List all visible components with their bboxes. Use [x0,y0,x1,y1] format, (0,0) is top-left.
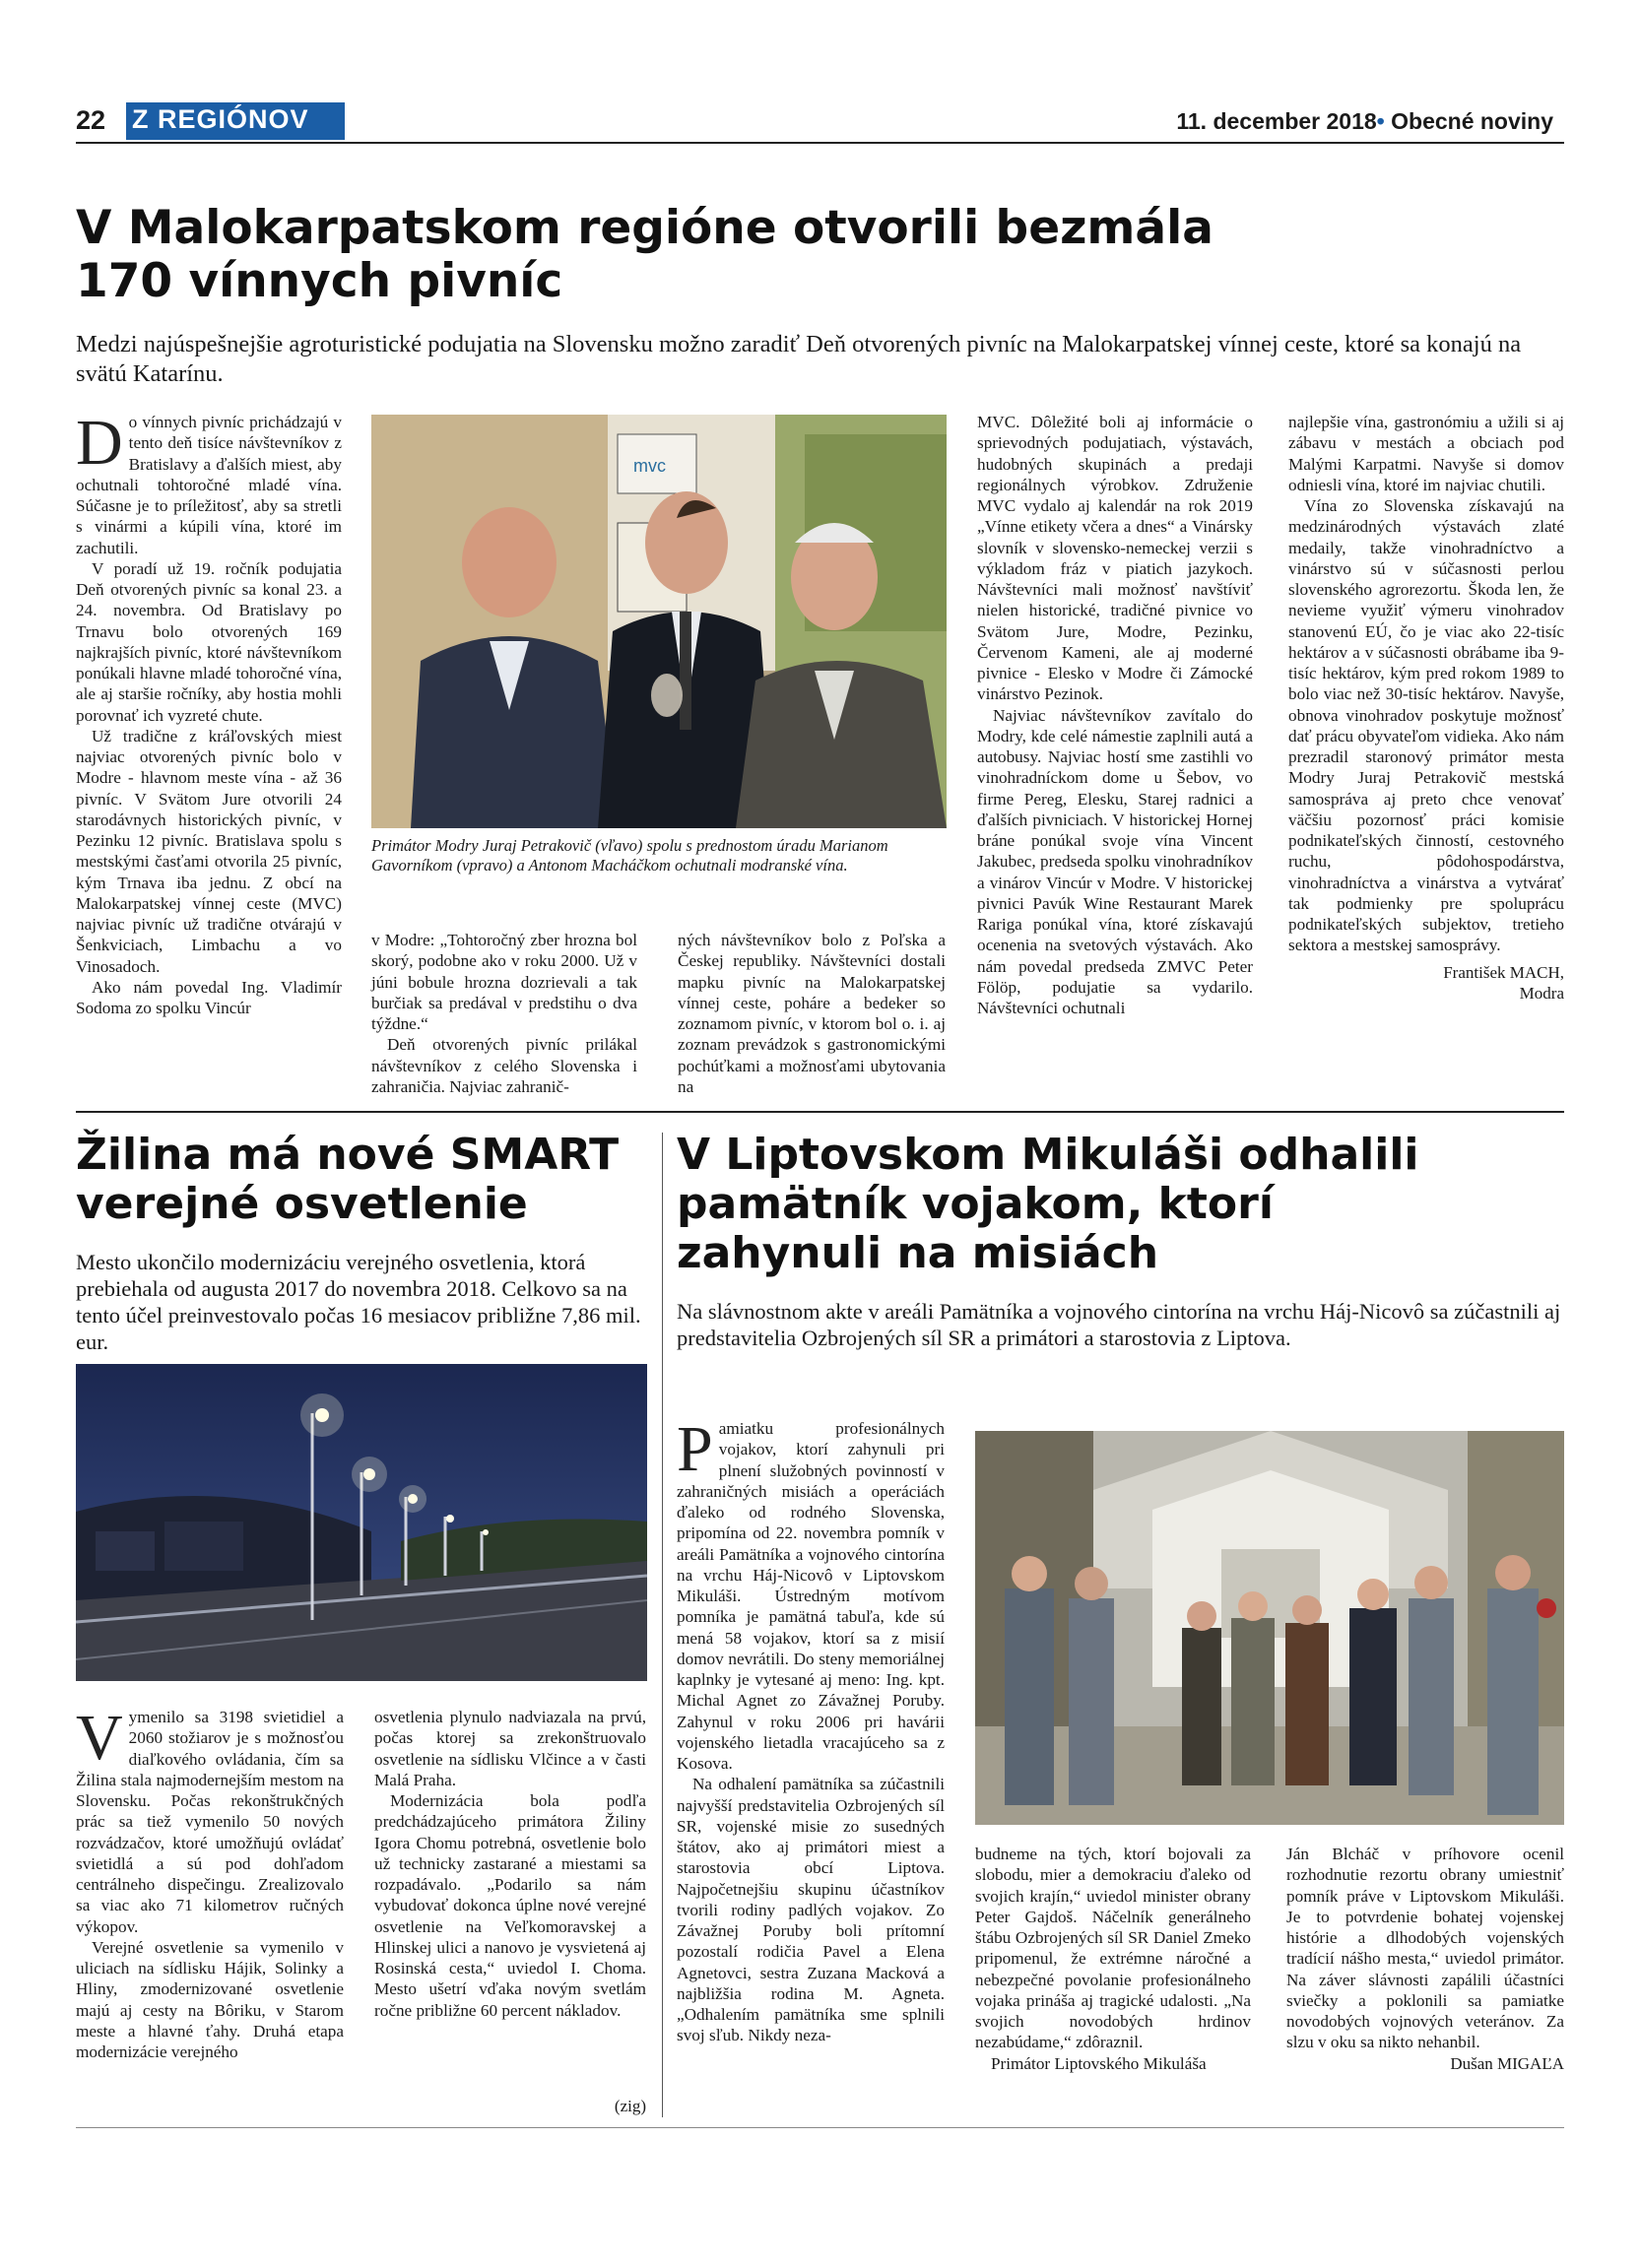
paragraph: Ján Blcháč v príhovore ocenil rozhodnutie rezortu obrany umiestniť pomník práve v Liptovskom Mikuláši. Je to potvrdenie bohatej vojenskej histórie a dlhodobých vojenských tradícií nášho mesta,“ uviedol primátor. Na záver slávnosti zapálili účastníci sviečky a poklonili sa pamiatke novodobých vojnových veteránov. Za slzu v oku sa nikto nehanbil. [1286,1845,1564,2052]
paragraph: budneme na tých, ktorí bojovali za slobodu, mier a demokraciu ďaleko od svojich krajín,“ uviedol minister obrany Peter Gajdoš. Náčelník generálneho štábu Ozbrojených síl SR Daniel Zmeko pripomenul, že extrémne náročné a nebezpečné povolanie profesionálneho vojaka prináša aj tragické udalosti. „Na svojich novodobých hrdinov nezabúdame,“ zdôraznil. [975,1845,1251,2052]
section-label: Z REGIÓNOV [126,102,345,140]
article2-col1 [76,1702,344,2062]
street-lights-photo [76,1364,647,1681]
article3-headline [677,1131,1563,1278]
issue-date: 11. december 2018 [1176,108,1377,134]
memorial-ceremony-photo [975,1431,1564,1825]
article3-headline-line1: V Liptovskom Mikuláši odhalili [677,1130,1419,1180]
paragraph: ných návštevníkov bolo z Poľska a Českej republiky. Návštevníci dostali mapku pivníc na Malokarpatskej vínnej ceste, poháre a bedeker so zoznamom pivníc, v ktorom bol o. i. aj zoznam prevádzok s gastronomickými pochúťkami a možnosťami ubytovania na [678,931,946,1096]
article3-headline-line3: zahynuli na misiách [677,1228,1159,1278]
paragraph: Na odhalení pamätníka sa zúčastnili najvyšší predstavitelia Ozbrojených síl SR, vojenské misie zo susedných štátov, ako aj primátori miest a starostovia obcí Liptova. Najpočetnejšiu skupinu účastníkov tvorili rodiny padlých vojakov. Zo Závažnej Poruby boli prítomní pozostalí rodičia Pavel a Elena Agnetovci, sestra Zuzana Macková a najbližšia rodina M. Agneta. „Odhalením pamätníka sme splnili svoj sľub. Nikdy neza- [677,1775,945,2045]
paragraph: Vymenilo sa 3198 svietidiel a 2060 stožiarov je s možnosťou diaľkového ovládania, čím sa Žilina stala najmodernejším mestom na Slovensku. Počas rekonštrukčných prác sa tiež vymenilo 50 nových rozvádzačov, ktoré umožňujú ovládať svietidlá a sú pod dohľadom centrálneho dispečingu. Zrealizovalo sa viac ako 71 kilometrov ručných výkopov. [76,1702,344,1936]
paragraph: Ako nám povedal Ing. Vladimír Sodoma zo spolku Vincúr [76,977,342,1017]
page-number: 22 [76,105,106,135]
paragraph: Už tradične z kráľovských miest najviac otvorených pivníc bolo v Modre - hlavnom meste vína - až 36 pivníc. V Svätom Jure otvorili 24 starodávnych historických pivníc, v Pezinku 12 pivníc. Bratislava spolu s mestskými časťami otvorila 25 pivníc, kým Trnava iba jednu. Z obcí na Malokarpatskej vínnej ceste (MVC) najviac pivníc už tradične otvárajú v Šenkviciach, Limbachu a vo Vinosadoch. [76,726,342,976]
three-men-photo [371,415,947,828]
article3-lead: Na slávnostnom akte v areáli Pamätníka a vojnového cintorína na vrchu Háj-Nicovô sa zúčastnili aj predstavitelia Ozbrojených síl SR a primátori a starostovia z Liptova. [677,1299,1561,1350]
article2-author: (zig) [614,2097,646,2115]
article1-col1 [76,407,342,1018]
article2-lead: Mesto ukončilo modernizáciu verejného osvetlenia, ktorá prebiehala od augusta 2017 do novembra 2018. Celkovo sa na tento účel preinvestovalo počas 16 mesiacov približne 7,86 mil. eur. [76,1250,641,1354]
paragraph: Do vínnych pivníc prichádzajú v tento deň tisíce návštevníkov z Bratislavy a ďalších miest, aby ochutnali tohtoročné mladé vína. Súčasne je to príležitosť, aby sa stretli s vinármi a kúpili vína, ktoré im zachutili. [76,407,342,557]
article1-col4 [977,412,1253,1018]
article1-headline [76,202,1455,308]
article1-bottom-rule [76,1111,1564,1113]
header-rule [76,142,1564,144]
article3-col2 [975,1844,1251,2074]
article3-author: Dušan MIGAĽA [1450,2053,1564,2073]
paragraph: osvetlenia plynulo nadviazala na prvú, počas ktorej sa zrekonštruovalo osvetlenie na sídlisku Vlčince a v časti Malá Praha. [374,1708,646,1789]
column-divider [662,1133,663,2117]
article1-author: František MACH, [1443,962,1564,982]
article2-col2 [374,1707,646,2021]
dateline [1176,108,1553,135]
article1-col3 [678,930,946,1097]
paragraph: Vína zo Slovenska získavajú na medzinárodných výstavách zlaté medaily, takže vinohradníctvo a vinárstvo sú v súčasnosti perlou slovenského agrorezortu. Škoda len, že nevieme využiť výmeru vinohradov stanovenú EÚ, čo je viac ako 22-tisíc hektárov a v súčasnosti obrábame iba 9-tisíc hektárov, kým pred rokom 1989 to bolo viac než 30-tisíc hektárov. Navyše, obnova vinohradov poskytuje možnosť dať prácu obyvateľom vidieka. Ako nám prezradil staronový primátor mesta Modry Juraj Petrakovič mestská samospráva aj preto chce venovať väčšiu pozornosť práci komisie podnikateľských činností, cestovného ruchu, pôdohospodárstva, vinohradníctva a vinárstva a vytvárať tak podmienky pre spoluprácu podnikateľských subjektov, tretieho sektora a mestskej samosprávy. [1288,496,1564,955]
paragraph: MVC. Dôležité boli aj informácie o sprievodných podujatiach, výstavách, hudobných skupinách a predaji regionálnych výrobkov. Združenie MVC vydalo aj kalendár na rok 2019 „Vínne etikety včera a dnes“ a Vinársky slovník v slovensko-nemeckej verzii s výkladom fráz v piatich jazykoch. Návštevníci mali možnosť navštíviť nielen historické, tradičné pivnice vo Svätom Jure, Modre, Pezinku, Červenom Kameni, ale aj moderné pivnice - Elesko v Modre či Zámocké vinárstvo Pezinok. [977,413,1253,704]
bullet-icon: • [1376,108,1385,134]
article2-headline-line2: verejné osvetlenie [76,1179,528,1229]
drop-cap: P [677,1413,713,1485]
paragraph: najlepšie vína, gastronómiu a užili si aj zábavu v mestách a obciach pod Malými Karpatmi. Navyše si domov odniesli vína, ktoré im najviac chutili. [1288,413,1564,494]
article2-headline [76,1131,627,1229]
article3-headline-line2: pamätník vojakom, ktorí [677,1179,1274,1229]
publication-name: Obecné noviny [1391,108,1553,134]
paragraph: Deň otvorených pivníc prilákal návštevníkov z celého Slovenska i zahraničia. Najviac zahranič- [371,1035,637,1096]
article3-col1 [677,1413,945,2046]
article1-author-place: Modra [1519,983,1564,1003]
article3-col3 [1286,1844,1564,2074]
photo-sign-text: mvc [633,456,666,476]
paragraph: v Modre: „Tohtoročný zber hrozna bol skorý, podobne ako v roku 2000. Už v júni bobule hrozna dozrievali a tak burčiak sa predával v predstihu o dva týždne.“ [371,931,637,1033]
article1-caption: Primátor Modry Juraj Petrakovič (vľavo) spolu s prednostom úradu Marianom Gavorníkom (vpravo) a Antonom Macháčkom ochutnali modranské vína. [371,836,888,875]
paragraph: Primátor Liptovského Mikuláša [991,2053,1207,2073]
article1-lead: Medzi najúspešnejšie agroturistické podujatia na Slovensku možno zaradiť Deň otvorených pivníc na Malokarpatskej vínnej ceste, ktoré sa konajú na svätú Katarínu. [76,331,1522,387]
article2-photo [76,1364,647,1681]
article1-headline-line1: V Malokarpatskom regióne otvorili bezmála [76,201,1214,255]
article2-headline-line1: Žilina má nové SMART [76,1130,620,1180]
article1-col5 [1288,412,1564,1004]
paragraph: Verejné osvetlenie sa vymenilo v uliciach na sídlisku Hájik, Solinky a Hliny, zmodernizované osvetlenie majú aj cesty na Bôriku, v Starom meste a hlavné ťahy. Druhá etapa modernizácie verejného [76,1937,344,2061]
paragraph: Modernizácia bola podľa predchádzajúceho primátora Žiliny Igora Chomu potrebná, osvetlenie bolo už technicky zastarané a miestami sa rozpadávalo. „Podarilo sa nám vybudovať dokonca úplne nové verejné osvetlenie na Veľkomoravskej a Hlinskej ulici a nanovo je vysvietená aj Rosinská cesta,“ uviedol I. Choma. Mesto ušetrí vďaka novým svetlám ročne približne 60 percent nákladov. [374,1791,646,2020]
paragraph: Najviac návštevníkov zavítalo do Modry, kde celé námestie zaplnili autá a autobusy. Najviac hostí sme zastihli vo vinohradníckom dome u Šebov, vo firme Pereg, Elesku, Starej radnici a ďalších pivniciach. V historickej Hornej bráne ponúkal svoje vína Vincent Jakubec, predseda spolku vinohradníkov a vinárov Vincúr v Modre. V historickej pivnici Pavúk Wine Restaurant Marek Rariga ponúkal vína, ktoré získavajú ocenenia na svetových výstavách. Ako nám povedal predseda ZMVC Peter Fölöp, podujatie sa vydarilo. Návštevníci ochutnali [977,705,1253,1017]
article1-col2 [371,930,637,1097]
footer-rule [76,2127,1564,2128]
article3-photo [975,1431,1564,1825]
article1-photo [371,415,947,828]
paragraph: Pamiatku profesionálnych vojakov, ktorí zahynuli pri plnení služobných povinností v zahraničných misiách a operáciách ďaleko od rodného Slovenska, pripomína od 22. novembra pomník v areáli Pamätníka a vojnového cintorína na vrchu Háj-Nicovô v Liptovskom Mikuláši. Ústredným motívom pomníka je pamätná tabuľa, kde sú mená 58 vojakov, ktorí sa z misií domov nevrátili. Do steny memoriálnej kaplnky je vytesané aj meno: Ing. kpt. Michal Agnet zo Závažnej Poruby. Zahynul v roku 2006 pri havárii vojenského lietadla vracajúceho sa z Kosova. [677,1413,945,1773]
drop-cap: V [76,1702,123,1774]
drop-cap: D [76,407,123,479]
article1-headline-line2: 170 vínnych pivníc [76,254,563,308]
paragraph: V poradí už 19. ročník podujatia Deň otvorených pivníc sa konal 23. a 24. novembra. Od Bratislavy po Trnavu bolo otvorených 169 najkrajších pivníc, ktoré návštevníkom ponúkali hlavne mladé tohoročné vína, ale aj staršie ročníky, aby hostia mohli porovnať ich vyzreté chute. [76,558,342,725]
